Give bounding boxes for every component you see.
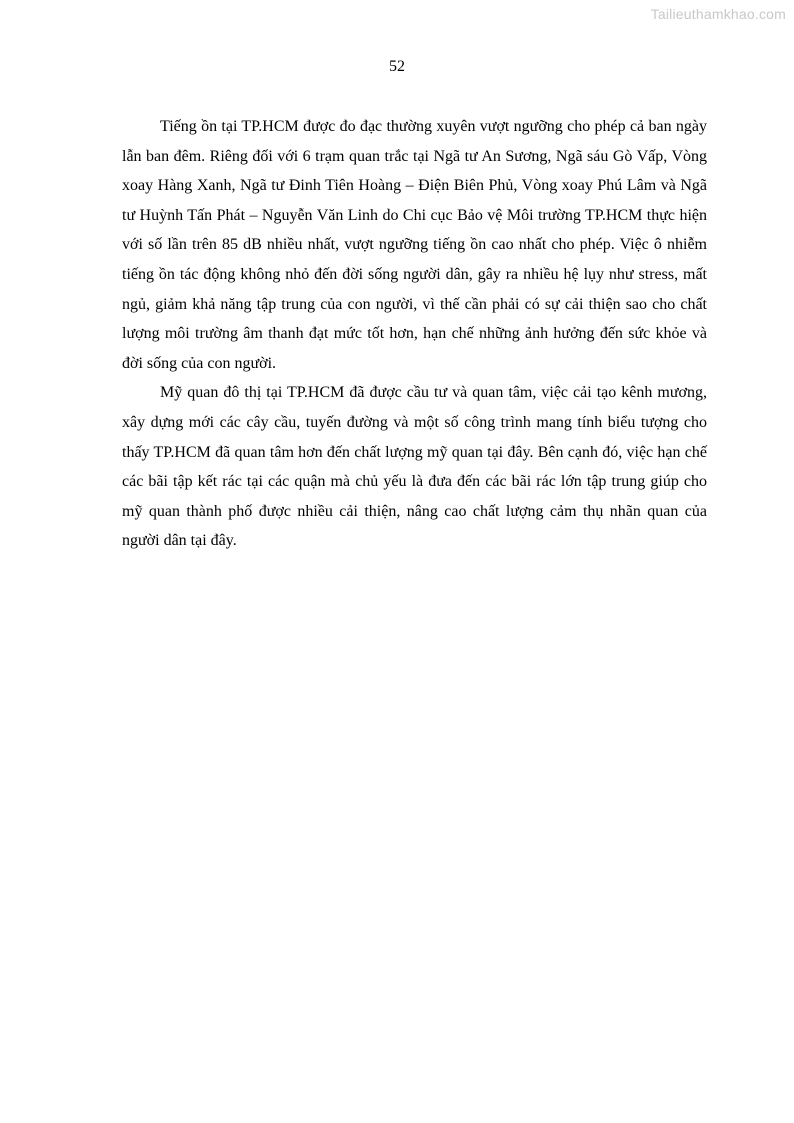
paragraph-urban-aesthetics: Mỹ quan đô thị tại TP.HCM đã được cầu tư và quan tâm, việc cải tạo kênh mương, xây dựng mới các cây cầu, tuyến đường và một số công trình mang tính biểu tượng cho thấy TP.HCM đã quan tâm hơn đến chất lượng mỹ quan tại đây. Bên cạnh đó, việc hạn chế các bãi tập kết rác tại các quận mà chủ yếu là đưa đến các bãi rác lớn tập trung giúp cho mỹ quan thành phố được nhiều cải thiện, nâng cao chất lượng cảm thụ nhãn quan của người dân tại đây. <box>122 384 707 550</box>
page-number: 52 <box>389 58 405 75</box>
paragraph-noise-pollution: Tiếng ồn tại TP.HCM được đo đạc thường xuyên vượt ngưỡng cho phép cả ban ngày lẫn ban đêm. Riêng đối với 6 trạm quan trắc tại Ngã tư An Sương, Ngã sáu Gò Vấp, Vòng xoay Hàng Xanh, Ngã tư Đinh Tiên Hoàng – Điện Biên Phủ, Vòng xoay Phú Lâm và Ngã tư Huỳnh Tấn Phát – Nguyễn Văn Linh do Chi cục Bảo vệ Môi trường TP.HCM thực hiện với số lần trên 85 dB nhiều nhất, vượt ngưỡng tiếng ồn cao nhất cho phép. Việc ô nhiễm tiếng ồn tác động không nhỏ đến đời sống người dân, gây ra nhiều hệ lụy như stress, mất ngủ, giảm khả năng tập trung của con người, vì thế cần phải có sự cải thiện sao cho chất lượng môi trường âm thanh đạt mức tốt hơn, hạn chế những ảnh hưởng đến sức khỏe và đời sống của con người. <box>122 118 707 372</box>
document-body <box>122 112 707 556</box>
watermark-text: Tailieuthamkhao.com <box>650 6 786 22</box>
